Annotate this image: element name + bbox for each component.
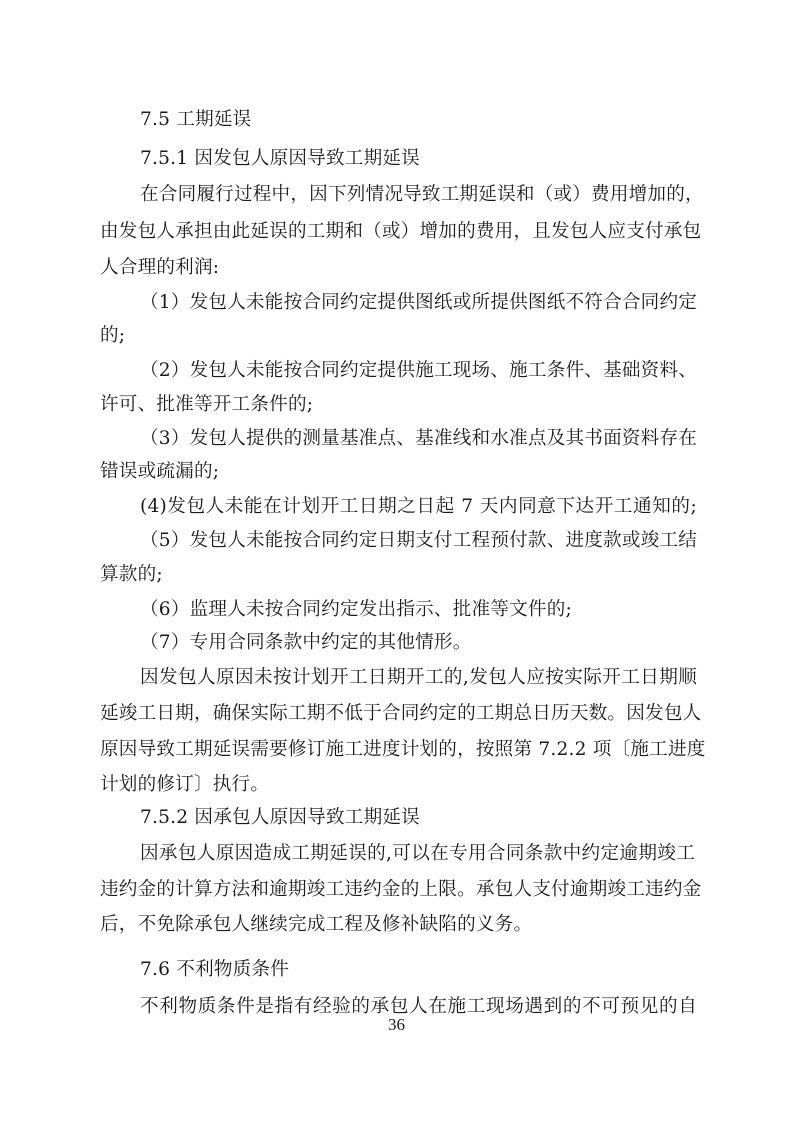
- list-item-1: （1）发包人未能按合同约定提供图纸或所提供图纸不符合合同约定: [140, 292, 698, 313]
- list-item-6: （6）监理人未按合同约定发出指示、批准等文件的;: [140, 599, 572, 620]
- list-item-2-cont: 许可、批准等开工条件的;: [100, 394, 314, 415]
- subsection-heading-7-5-1: 7.5.1 因发包人原因导致工期延误: [140, 148, 420, 169]
- page-number: 36: [388, 1015, 405, 1034]
- paragraph-line: 延竣工日期，确保实际工期不低于合同约定的工期总日历天数。因发包人: [100, 703, 702, 724]
- section-heading-7-6: 7.6 不利物质条件: [140, 959, 290, 980]
- subsection-heading-7-5-2: 7.5.2 因承包人原因导致工期延误: [140, 807, 420, 828]
- paragraph-line: 原因导致工期延误需要修订施工进度计划的，按照第 7.2.2 项〔施工进度: [100, 739, 706, 760]
- list-item-3-cont: 错误或疏漏的;: [100, 461, 220, 482]
- paragraph-line: 因承包人原因造成工期延误的,可以在专用合同条款中约定逾期竣工: [140, 843, 695, 864]
- paragraph-line: 违约金的计算方法和逾期竣工违约金的上限。承包人支付逾期竣工违约金: [100, 879, 702, 900]
- paragraph-line: 因发包人原因未按计划开工日期开工的,发包人应按实际开工日期顺: [140, 667, 697, 688]
- list-item-3: （3）发包人提供的测量基准点、基准线和水准点及其书面资料存在: [140, 428, 698, 449]
- list-item-1-cont: 的;: [100, 325, 126, 346]
- paragraph-line: 由发包人承担由此延误的工期和（或）增加的费用，且发包人应支付承包: [100, 221, 702, 242]
- paragraph-line: 后，不免除承包人继续完成工程及修补缺陷的义务。: [100, 914, 533, 935]
- paragraph-line: 不利物质条件是指有经验的承包人在施工现场遇到的不可预见的自: [140, 996, 697, 1017]
- paragraph-line: 计划的修订〕执行。: [100, 774, 270, 795]
- list-item-7: （7）专用合同条款中约定的其他情形。: [140, 632, 472, 653]
- list-item-4: (4)发包人未能在计划开工日期之日起 7 天内同意下达开工通知的;: [140, 496, 697, 517]
- list-item-5-cont: 算款的;: [100, 564, 163, 585]
- list-item-5: （5）发包人未能按合同约定日期支付工程预付款、进度款或竣工结: [140, 530, 698, 551]
- paragraph-line: 在合同履行过程中，因下列情况导致工期延误和（或）费用增加的，: [140, 184, 704, 205]
- paragraph-line: 人合理的利润:: [100, 257, 220, 278]
- section-heading-7-5: 7.5 工期延误: [140, 109, 252, 130]
- list-item-2: （2）发包人未能按合同约定提供施工现场、施工条件、基础资料、: [140, 360, 698, 381]
